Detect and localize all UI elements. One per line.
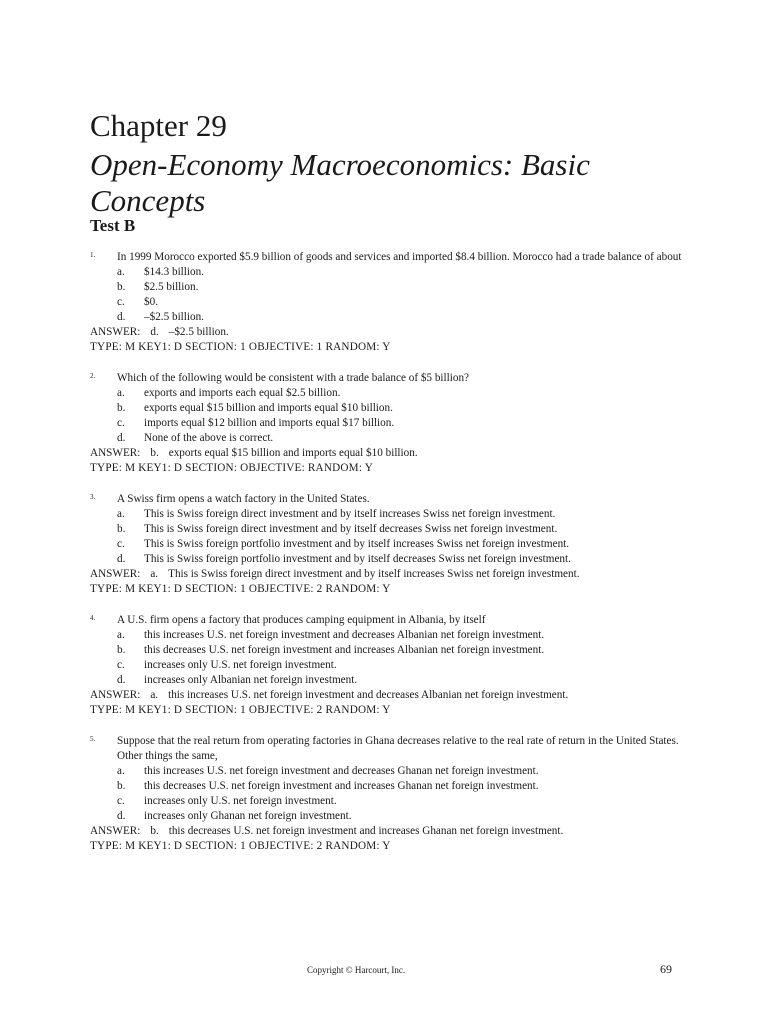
option-letter: b. (117, 281, 126, 293)
answer-option (90, 295, 690, 310)
option-text: This is Swiss foreign direct investment and by itself decreases Swiss net foreign investment. (144, 523, 558, 535)
answer-line (90, 688, 690, 703)
question-metadata: TYPE: M KEY1: D SECTION: 1 OBJECTIVE: 2 RANDOM: Y (90, 704, 391, 716)
answer-option (90, 310, 690, 325)
chapter-title: Open-Economy Macroeconomics: Basic Concepts (90, 147, 590, 218)
answer-label: ANSWER: (90, 825, 141, 837)
question-text: Which of the following would be consistent with a trade balance of $5 billion? (117, 372, 470, 384)
question-stem (90, 250, 690, 265)
answer-option (90, 431, 690, 446)
option-text: This is Swiss foreign portfolio investment and by itself increases Swiss net foreign investment. (144, 538, 570, 550)
question-text: A Swiss firm opens a watch factory in the United States. (117, 493, 370, 505)
answer-option (90, 552, 690, 567)
option-text: $0. (144, 296, 158, 308)
option-letter: a. (117, 765, 125, 777)
answer-option (90, 537, 690, 552)
answer-letter: b. (150, 825, 159, 837)
option-letter: d. (117, 674, 126, 686)
option-letter: c. (117, 417, 125, 429)
chapter-heading: Chapter 29 (90, 108, 227, 143)
question-metadata: TYPE: M KEY1: D SECTION: 1 OBJECTIVE: 2 RANDOM: Y (90, 840, 391, 852)
answer-letter: b. (150, 447, 159, 459)
answer-text: exports equal $15 billion and imports equal $10 billion. (168, 447, 418, 459)
answer-label: ANSWER: (90, 568, 141, 580)
test-label: Test B (90, 216, 136, 235)
option-text: exports and imports each equal $2.5 billion. (144, 387, 341, 399)
option-text: this increases U.S. net foreign investment and decreases Albanian net foreign investment. (144, 629, 545, 641)
answer-option (90, 779, 690, 794)
question-list (90, 250, 690, 870)
question-number: 3. (90, 493, 96, 501)
answer-option (90, 386, 690, 401)
option-letter: d. (117, 311, 126, 323)
option-text: increases only Albanian net foreign investment. (144, 674, 358, 686)
option-letter: b. (117, 644, 126, 656)
option-letter: d. (117, 810, 126, 822)
option-text: increases only U.S. net foreign investment. (144, 795, 337, 807)
question-item (90, 492, 690, 597)
option-text: increases only Ghanan net foreign investment. (144, 810, 352, 822)
question-text: In 1999 Morocco exported $5.9 billion of goods and services and imported $8.4 billion. Morocco had a trade balance of about (117, 251, 682, 263)
question-metadata: TYPE: M KEY1: D SECTION: 1 OBJECTIVE: 1 RANDOM: Y (90, 341, 391, 353)
option-text: exports equal $15 billion and imports equal $10 billion. (144, 402, 393, 414)
option-text: $14.3 billion. (144, 266, 204, 278)
option-letter: d. (117, 553, 126, 565)
question-item (90, 734, 690, 854)
answer-text: this decreases U.S. net foreign investment and increases Ghanan net foreign investment. (168, 825, 564, 837)
option-letter: c. (117, 538, 125, 550)
answer-option (90, 280, 690, 295)
option-text: increases only U.S. net foreign investment. (144, 659, 337, 671)
option-text: this decreases U.S. net foreign investment and increases Albanian net foreign investment. (144, 644, 545, 656)
option-letter: a. (117, 629, 125, 641)
question-number: 1. (90, 251, 96, 259)
answer-line (90, 446, 690, 461)
copyright-footer: Copyright © Harcourt, Inc. (307, 965, 406, 975)
answer-option (90, 673, 690, 688)
question-stem (90, 734, 690, 764)
question-item (90, 371, 690, 476)
question-text: Suppose that the real return from operating factories in Ghana decreases relative to the real rate of return in the United States. Other things the same, (117, 735, 679, 762)
option-text: This is Swiss foreign portfolio investment and by itself decreases Swiss net foreign investment. (144, 553, 571, 565)
question-stem (90, 613, 690, 628)
answer-letter: a. (150, 568, 159, 580)
question-stem (90, 371, 690, 386)
answer-letter: a. (150, 689, 159, 701)
page-number: 69 (660, 962, 672, 976)
question-number: 5. (90, 735, 96, 743)
answer-option (90, 658, 690, 673)
question-metadata: TYPE: M KEY1: D SECTION: 1 OBJECTIVE: 2 RANDOM: Y (90, 583, 391, 595)
option-text: this decreases U.S. net foreign investment and increases Ghanan net foreign investment. (144, 780, 539, 792)
answer-option (90, 764, 690, 779)
answer-text: This is Swiss foreign direct investment and by itself increases Swiss net foreign investment. (168, 568, 580, 580)
answer-label: ANSWER: (90, 326, 141, 338)
answer-option (90, 628, 690, 643)
question-item (90, 613, 690, 718)
option-letter: c. (117, 795, 125, 807)
option-text: –$2.5 billion. (144, 311, 204, 323)
answer-option (90, 401, 690, 416)
question-stem (90, 492, 690, 507)
option-text: None of the above is correct. (144, 432, 274, 444)
answer-text: –$2.5 billion. (168, 326, 229, 338)
option-letter: b. (117, 523, 126, 535)
question-text: A U.S. firm opens a factory that produces camping equipment in Albania, by itself (117, 614, 486, 626)
option-letter: b. (117, 402, 126, 414)
option-letter: d. (117, 432, 126, 444)
answer-line (90, 567, 690, 582)
option-letter: c. (117, 296, 125, 308)
answer-option (90, 809, 690, 824)
answer-option (90, 265, 690, 280)
option-letter: b. (117, 780, 126, 792)
option-text: imports equal $12 billion and imports equal $17 billion. (144, 417, 395, 429)
answer-option (90, 643, 690, 658)
option-text: $2.5 billion. (144, 281, 199, 293)
option-letter: a. (117, 508, 125, 520)
question-number: 2. (90, 372, 96, 380)
answer-line (90, 325, 690, 340)
answer-line (90, 824, 690, 839)
option-letter: a. (117, 387, 125, 399)
answer-label: ANSWER: (90, 689, 141, 701)
option-letter: a. (117, 266, 125, 278)
question-number: 4. (90, 614, 96, 622)
question-metadata: TYPE: M KEY1: D SECTION: OBJECTIVE: RANDOM: Y (90, 462, 373, 474)
answer-option (90, 794, 690, 809)
option-text: This is Swiss foreign direct investment and by itself increases Swiss net foreign investment. (144, 508, 556, 520)
option-text: this increases U.S. net foreign investment and decreases Ghanan net foreign investment. (144, 765, 539, 777)
question-item (90, 250, 690, 355)
option-letter: c. (117, 659, 125, 671)
answer-option (90, 522, 690, 537)
answer-label: ANSWER: (90, 447, 141, 459)
answer-text: this increases U.S. net foreign investment and decreases Albanian net foreign investment. (168, 689, 569, 701)
answer-option (90, 507, 690, 522)
answer-option (90, 416, 690, 431)
answer-letter: d. (150, 326, 159, 338)
